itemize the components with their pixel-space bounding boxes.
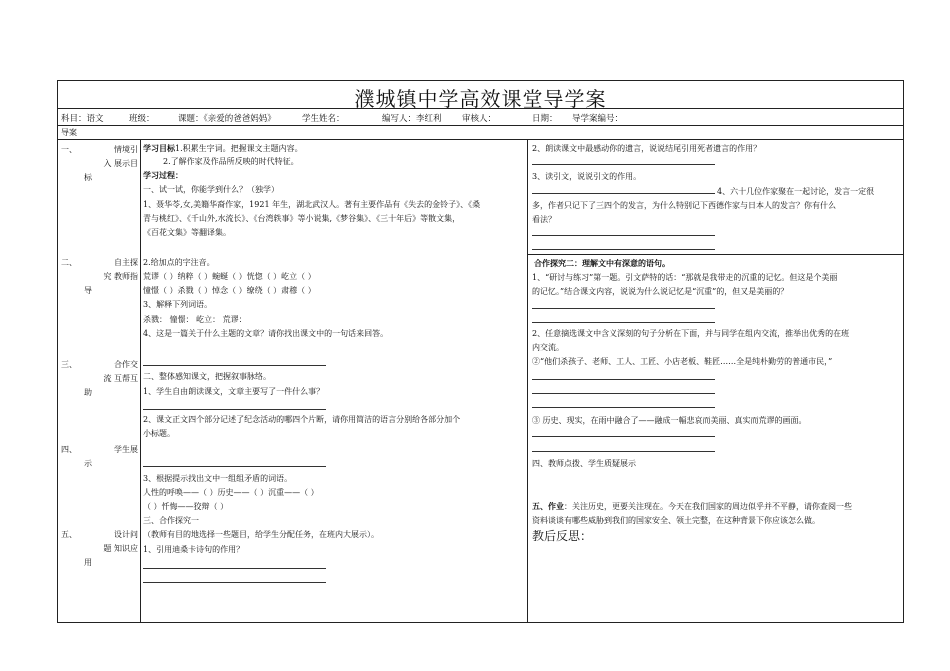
goal-label: 学习目标 <box>143 143 175 153</box>
middle-text: 小标题。 <box>143 429 175 438</box>
right-text: ②“他们杀孩子、老师、工人、工匠、小店老板、鞋匠……全是纯朴勤劳的普通市民，” <box>532 357 833 366</box>
answer-line <box>532 235 715 236</box>
meta-class: 班级： <box>129 114 155 124</box>
meta-number: 导学案编号： <box>572 114 624 124</box>
section-line: 自主探 <box>114 258 138 267</box>
answer-line <box>532 451 715 452</box>
right-text: 看法？ <box>532 215 556 224</box>
left-section-5-text <box>84 528 138 570</box>
right-text: 2、朗读课文中最感动你的遗言，说说结尾引用死者遗言的作用？ <box>532 144 762 153</box>
middle-text: 3、根据提示找出文中一组组矛盾的词语。 <box>143 474 293 483</box>
answer-line <box>532 379 715 380</box>
middle-text: 憧憬（ ）杀戮（ ）悼念（ ）缭绕（ ）肃穆（ ） <box>143 286 316 295</box>
right-text: 四、教师点拨、学生质疑展示 <box>532 459 636 468</box>
section-line: 题 知识应 <box>103 544 138 553</box>
middle-text: （教师有目的地选择一些题目，给学生分配任务，在班内大展示）。 <box>143 530 379 539</box>
middle-text: 二、整体感知课文，把握叙事脉络。 <box>143 372 271 381</box>
right-text: 的记忆。”结合课文内容，说说为什么说记忆是“沉重”的，但又是美丽的？ <box>532 287 789 296</box>
section-num: 二、 <box>61 258 77 267</box>
left-section-1-text <box>84 143 138 185</box>
section-line: 导 <box>84 286 92 295</box>
section-num: 四、 <box>61 445 77 454</box>
middle-text: 三、合作探究一 <box>143 516 199 525</box>
middle-text: （ ）忏悔——狡辩（ ） <box>143 502 229 511</box>
section-num: 一、 <box>61 145 77 154</box>
answer-line <box>532 407 715 408</box>
answer-line <box>143 466 326 467</box>
answer-line <box>532 164 715 165</box>
middle-text: 1、聂华苓,女,美籍华裔作家，1921 年生，湖北武汉人。著有主要作品有《失去的金铃子》、《桑 <box>143 200 481 209</box>
left-section-4-text <box>84 443 138 471</box>
left-section-1 <box>61 143 77 157</box>
answer-line <box>532 322 715 323</box>
right-text: 内交流。 <box>532 343 564 352</box>
left-section-5 <box>61 528 77 542</box>
section-line: 标 <box>84 173 92 182</box>
middle-text: 1、引用迪桑卡诗句的作用？ <box>143 545 245 554</box>
middle-text: 一、试一试，你能学到什么？（独学） <box>143 185 279 194</box>
meta-author: 编写人：李红利 <box>382 114 442 124</box>
answer-line <box>532 193 715 194</box>
middle-text: 2、课文正文四个部分记述了纪念活动的哪四个片断，请你用简洁的语言分别给各部分加个 <box>143 415 461 424</box>
meta-date: 日期： <box>532 114 558 124</box>
section-header: 导案 <box>61 128 77 137</box>
homework-text: ：关注历史，更要关注现在。今天在我们国家的周边似乎并不平静，请你查阅一些 <box>564 502 852 511</box>
right-text: 4、六十几位作家聚在一起讨论，发言一定很 <box>717 187 875 196</box>
section-line: 流 互帮互 <box>103 374 138 383</box>
middle-text: 1、学生自由朗读课文，文章主要写了一件什么事？ <box>143 387 325 396</box>
section-line: 究 教师指 <box>103 272 138 281</box>
section-line: 设计问 <box>114 530 138 539</box>
right-text: 多，作者只记下了三四个的发言，为什么特别记下西德作家与日本人的发言？你有什么 <box>532 201 836 210</box>
middle-text: 4、这是一篇关于什么主题的文章？请你找出课文中的一句话来回答。 <box>143 329 389 338</box>
middle-text: 人性的呼唤——（ ）历史——（ ）沉重——（ ） <box>143 488 319 497</box>
right-text: 2、任意摘选课文中含义深刻的句子分析在下面，并与同学在组内交流，推举出优秀的在班 <box>532 329 850 338</box>
right-text: 3、读引文，说说引文的作用。 <box>532 172 642 181</box>
left-section-2 <box>61 256 77 270</box>
middle-text: 3、解释下列词语。 <box>143 300 213 309</box>
process-heading: 学习过程： <box>143 170 183 180</box>
meta-reviewer: 审核人： <box>462 114 497 124</box>
header-divider <box>57 139 904 140</box>
meta-topic: 课题：《亲爱的爸爸妈妈》 <box>178 114 276 124</box>
page-title: 濮城镇中学高效课堂导学案 <box>354 87 607 111</box>
right-row-divider <box>527 254 904 255</box>
middle-text: 青与桃红》、《千山外,水流长》、《台湾轶事》等小说集,《梦谷集》、《三十年后》等散文集， <box>143 214 461 223</box>
goal-row-1 <box>143 142 303 155</box>
section-num: 三、 <box>61 360 77 369</box>
section-line: 用 <box>84 558 92 567</box>
answer-line <box>143 409 326 410</box>
answer-line <box>532 393 715 394</box>
left-section-4 <box>61 443 77 457</box>
answer-line <box>143 582 326 583</box>
left-section-3 <box>61 358 77 372</box>
section-line: 示 <box>84 459 92 468</box>
section-line: 入 展示目 <box>103 159 138 168</box>
goal-2: 2.了解作家及作品所反映的时代特征。 <box>163 157 299 166</box>
answer-line <box>532 308 715 309</box>
section-line: 情境引 <box>114 145 138 154</box>
meta-divider <box>57 125 904 126</box>
section-line: 学生展 <box>114 445 138 454</box>
right-text: 1、“研讨与练习”第一题。引文萨特的话：“那就是我带走的沉重的记忆。但这是个美丽 <box>532 273 838 282</box>
homework-row <box>532 500 852 513</box>
section-num: 五、 <box>61 530 77 539</box>
col-divider-right <box>527 139 528 623</box>
section-line: 助 <box>84 388 92 397</box>
answer-line <box>143 568 326 569</box>
homework-label: 五、作业 <box>532 501 564 511</box>
right-heading: 合作探究二：理解文中有深意的语句。 <box>534 258 670 268</box>
section-line: 合作交 <box>114 360 138 369</box>
right-text: ③ 历史、现实，在雨中融合了——融成一幅悲哀而美丽、真实而荒谬的画面。 <box>532 416 807 425</box>
middle-text: 荒谬（ ）纳粹（ ）蜿蜒（ ）恍惚（ ）屹立（ ） <box>143 272 316 281</box>
col-divider-left <box>140 139 141 623</box>
answer-line <box>532 436 715 437</box>
left-section-3-text <box>84 358 138 400</box>
middle-text: 2.给加点的字注音。 <box>143 258 215 267</box>
middle-text: 《百花文集》等翻译集。 <box>143 228 231 237</box>
left-section-2-text <box>84 256 138 298</box>
goal-1: 1.积累生字词。把握课文主题内容。 <box>175 144 303 153</box>
right-text: 资料谈谈有哪些威胁到我们的国家安全、领土完整，在这种背景下你应该怎么做。 <box>532 516 820 525</box>
meta-student: 学生姓名： <box>302 114 345 124</box>
middle-text: 杀戮： 憧憬： 屹立： 荒谬： <box>143 315 247 324</box>
answer-line <box>143 365 326 366</box>
meta-subject: 科目：语文 <box>61 114 104 124</box>
answer-line <box>532 249 715 250</box>
reflection-label: 教后反思： <box>532 529 593 543</box>
